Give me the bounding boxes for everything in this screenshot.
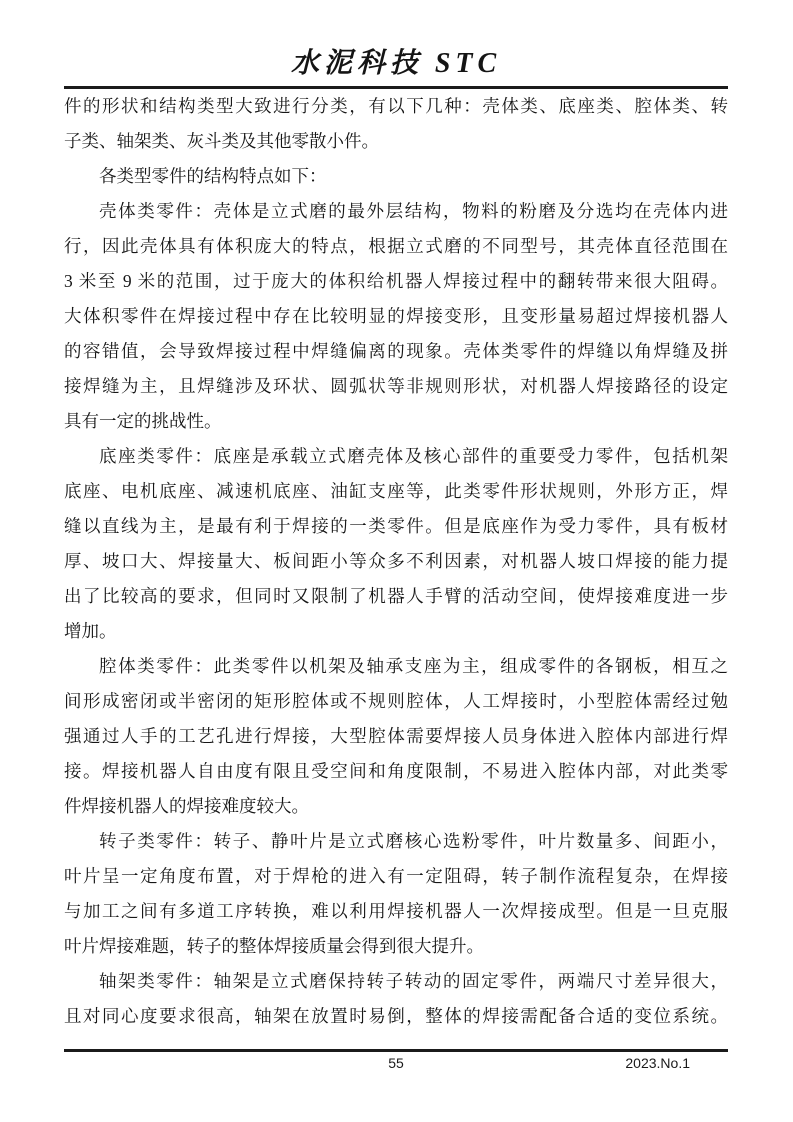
body-line: 缝以直线为主，是最有利于焊接的一类零件。但是底座作为受力零件，具有板材: [64, 516, 728, 536]
body-line: 与加工之间有多道工序转换，难以利用焊接机器人一次焊接成型。但是一旦克服: [64, 901, 728, 921]
body-line: 腔体类零件：此类零件以机架及轴承支座为主，组成零件的各钢板，相互之: [99, 656, 728, 676]
body-line: 3 米至 9 米的范围，过于庞大的体积给机器人焊接过程中的翻转带来很大阻碍。: [64, 271, 728, 291]
footer-rule-divider: [64, 1049, 728, 1052]
footer-page-number: 55: [388, 1055, 404, 1071]
body-line: 的容错值，会导致焊接过程中焊缝偏离的现象。壳体类零件的焊缝以角焊缝及拼: [64, 341, 728, 361]
body-line: 叶片焊接难题，转子的整体焊接质量会得到很大提升。: [64, 936, 484, 956]
body-line: 间形成密闭或半密闭的矩形腔体或不规则腔体，人工焊接时，小型腔体需经过勉: [64, 691, 728, 711]
body-line: 出了比较高的要求，但同时又限制了机器人手臂的活动空间，使焊接难度进一步: [64, 586, 728, 606]
body-line: 子类、轴架类、灰斗类及其他零散小件。: [64, 131, 379, 151]
body-line: 底座、电机底座、减速机底座、油缸支座等，此类零件形状规则，外形方正，焊: [64, 481, 728, 501]
body-line: 各类型零件的结构特点如下：: [99, 166, 327, 186]
body-line: 件焊接机器人的焊接难度较大。: [64, 796, 309, 816]
body-line: 壳体类零件：壳体是立式磨的最外层结构，物料的粉磨及分选均在壳体内进: [99, 201, 728, 221]
body-line: 大体积零件在焊接过程中存在比较明显的焊接变形，且变形量易超过焊接机器人: [64, 306, 728, 326]
body-line: 底座类零件：底座是承载立式磨壳体及核心部件的重要受力零件，包括机架: [99, 446, 728, 466]
body-line: 轴架类零件：轴架是立式磨保持转子转动的固定零件，两端尺寸差异很大，: [99, 971, 728, 991]
body-line: 接。焊接机器人自由度有限且受空间和角度限制，不易进入腔体内部，对此类零: [64, 761, 728, 781]
journal-header-title: 水泥科技 STC: [290, 48, 502, 79]
body-line: 增加。: [64, 621, 117, 641]
body-line: 厚、坡口大、焊接量大、板间距小等众多不利因素，对机器人坡口焊接的能力提: [64, 551, 728, 571]
body-line: 叶片呈一定角度布置，对于焊枪的进入有一定阻碍，转子制作流程复杂，在焊接: [64, 866, 728, 886]
body-text: [64, 89, 728, 1034]
body-line: 且对同心度要求很高，轴架在放置时易倒，整体的焊接需配备合适的变位系统。: [64, 1006, 728, 1026]
body-line: 转子类零件：转子、静叶片是立式磨核心选粉零件，叶片数量多、间距小，: [99, 831, 728, 851]
footer-issue-number: 2023.No.1: [625, 1055, 690, 1071]
body-line: 件的形状和结构类型大致进行分类，有以下几种：壳体类、底座类、腔体类、转: [64, 96, 728, 116]
body-line: 行，因此壳体具有体积庞大的特点，根据立式磨的不同型号，其壳体直径范围在: [64, 236, 728, 256]
body-line: 接焊缝为主，且焊缝涉及环状、圆弧状等非规则形状，对机器人焊接路径的设定: [64, 376, 728, 396]
body-line: 强通过人手的工艺孔进行焊接，大型腔体需要焊接人员身体进入腔体内部进行焊: [64, 726, 728, 746]
body-line: 具有一定的挑战性。: [64, 411, 222, 431]
